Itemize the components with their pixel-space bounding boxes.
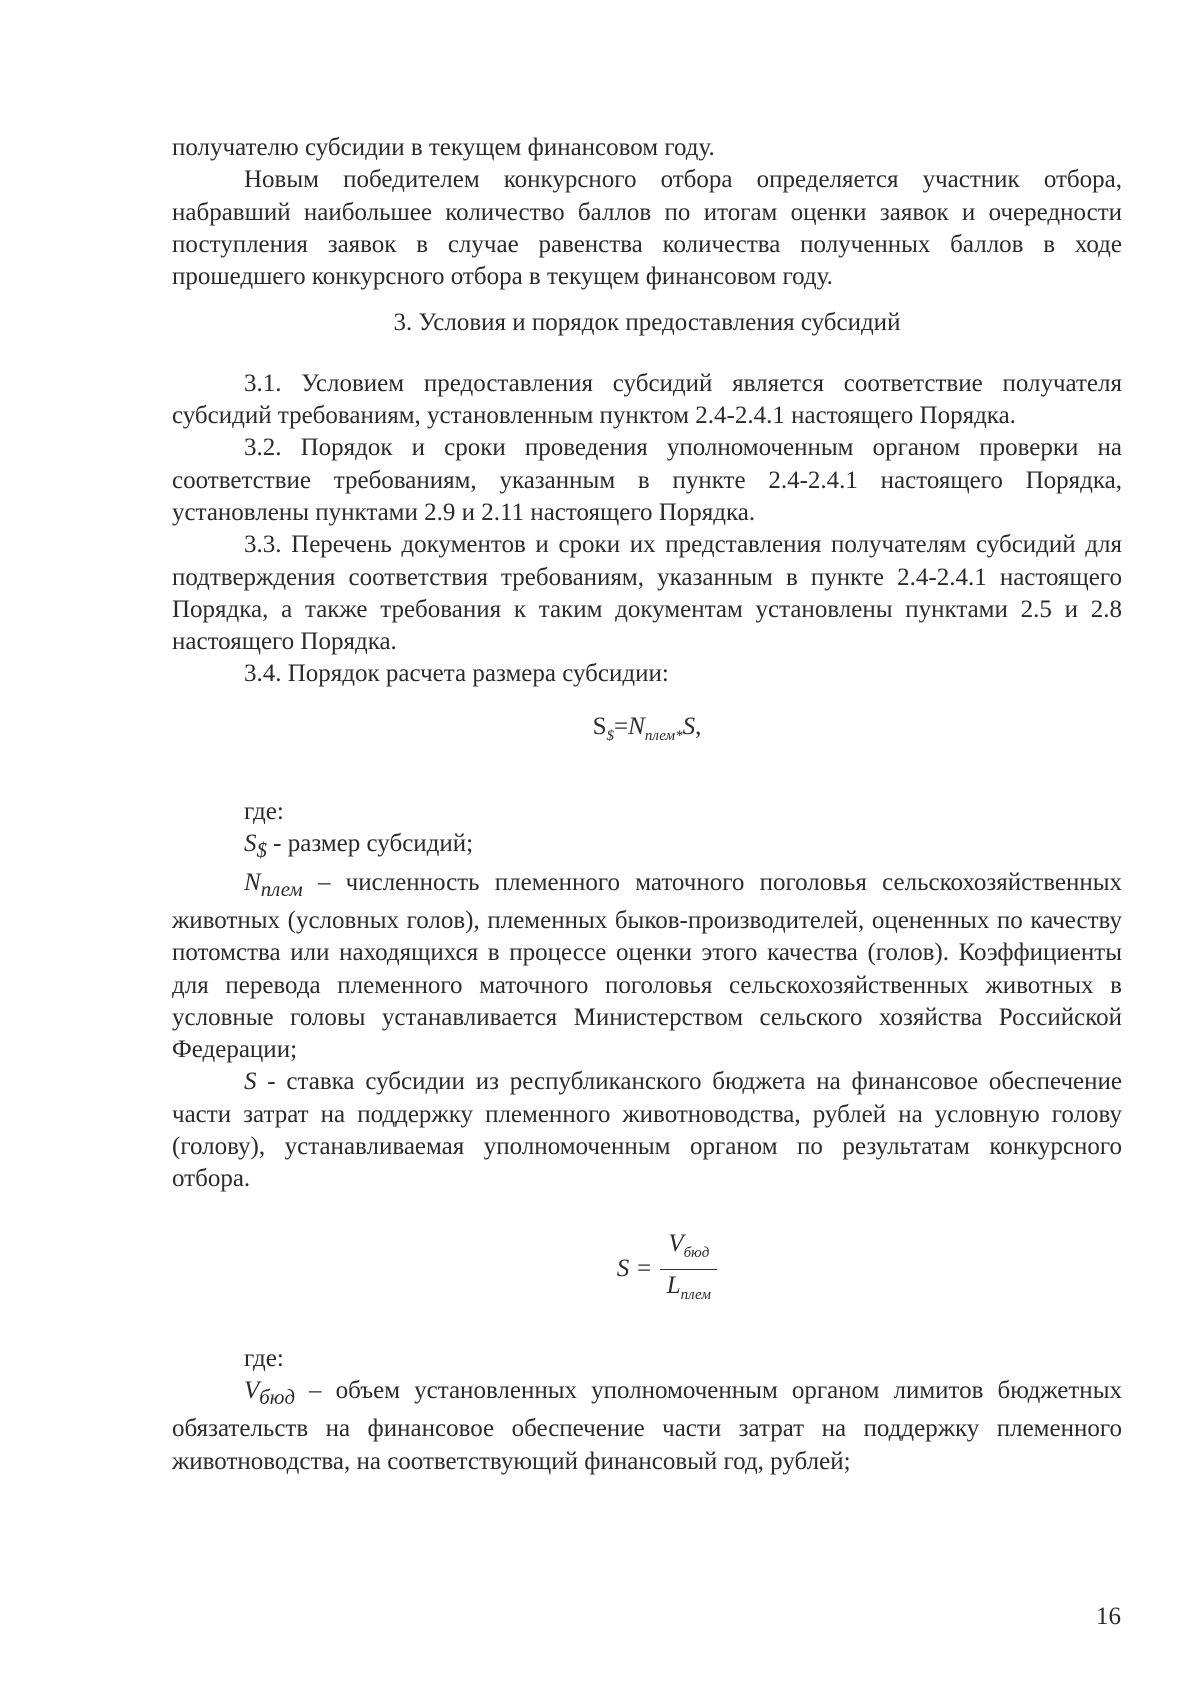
clause-3-1: 3.1. Условием предоставления субсидий является соответствие получателя субсидий требованиям, установленным пунктом 2.4-2.4.1 настоящего Порядка.	[172, 369, 1122, 430]
fraction-denominator	[667, 1270, 711, 1309]
definition-v-bud	[172, 1375, 1122, 1478]
definition-symbol: V	[244, 1376, 260, 1404]
definition-text: - размер субсидий;	[266, 830, 474, 858]
rate-formula-lhs: S =	[616, 1254, 653, 1282]
formula-n: N	[628, 712, 645, 740]
definition-symbol-sub: плем	[260, 876, 303, 901]
denominator-sub: плем	[680, 1286, 711, 1303]
formula-lhs-sub: $	[606, 727, 615, 744]
definition-text: – объем установленных уполномоченным органом лимитов бюджетных обязательств на финансовое обеспечение части затрат на поддержку племенного животноводства, на соответствующий финансовый год, рублей;	[172, 1376, 1122, 1475]
definition-n-plem	[172, 867, 1122, 1067]
definition-symbol: S	[244, 830, 257, 858]
fraction-numerator	[660, 1230, 717, 1270]
numerator-sub: бюд	[683, 1244, 710, 1261]
definition-symbol-sub: $	[256, 838, 267, 863]
paragraph-new-winner: Новым победителем конкурсного отбора определяется участник отбора, набравший наибольшее количество баллов по итогам оценки заявок и очередности поступления заявок в случае равенства количества полученных баллов в ходе прошедшего конкурсного отбора в текущем финансовом году.	[172, 166, 1122, 291]
formula-lhs: S	[592, 712, 607, 740]
definition-symbol: N	[244, 868, 261, 896]
clause-3-2: 3.2. Порядок и сроки проведения уполномоченным органом проверки на соответствие требованиям, указанным в пункте 2.4-2.4.1 настоящего Порядка, установлены пунктами 2.9 и 2.11 настоящего Порядка.	[172, 434, 1122, 526]
rate-formula	[212, 1230, 1122, 1309]
definition-symbol: S	[244, 1068, 257, 1096]
where-label: где:	[244, 798, 284, 826]
rate-formula-fraction	[660, 1230, 717, 1309]
definition-s-rate	[172, 1066, 1122, 1195]
definition-text: – численность племенного маточного поголовья сельскохозяйственных животных (условных голов), племенных быков-производителей, оцененных по качеству потомства или находящихся в процессе оценки этого качества (голов). Коэффициенты для перевода племенного маточного поголовья сельскохозяйственных животных в условные головы устанавливается Министерством сельского хозяйства Российской Федерации;	[172, 868, 1122, 1064]
subsidy-formula	[172, 711, 1122, 752]
clause-3-3: 3.3. Перечень документов и сроки их представления получателям субсидий для подтверждения соответствия требованиям, указанным в пункте 2.4-2.4.1 настоящего Порядка, а также требования к таким документам установлены пунктами 2.5 и 2.8 настоящего Порядка.	[172, 531, 1122, 656]
page-number: 16	[1096, 1603, 1121, 1630]
definition-symbol-sub: бюд	[259, 1384, 295, 1409]
formula-s: S	[682, 712, 696, 740]
numerator-symbol: V	[668, 1229, 684, 1257]
definition-text: - ставка субсидии из республиканского бюджета на финансовое обеспечение части затрат на поддержку племенного животноводства, рублей на условную голову (голову), устанавливаемая уполномоченным органом по результатам конкурсного отбора.	[172, 1068, 1122, 1193]
formula-op: *	[675, 727, 683, 744]
section-heading: 3. Условия и порядок предоставления субсидий	[393, 309, 901, 337]
paragraph-continuation: получателю субсидии в текущем финансовом году.	[172, 134, 715, 161]
formula-end: ,	[695, 712, 702, 740]
document-body	[172, 132, 1122, 1478]
where-label-2: где:	[244, 1344, 284, 1372]
definition-s-dollar	[172, 828, 1122, 866]
formula-n-sub: плем	[644, 727, 676, 744]
clause-3-4: 3.4. Порядок расчета размера субсидии:	[244, 660, 669, 688]
formula-eq: =	[614, 712, 629, 740]
denominator-symbol: L	[666, 1271, 681, 1299]
